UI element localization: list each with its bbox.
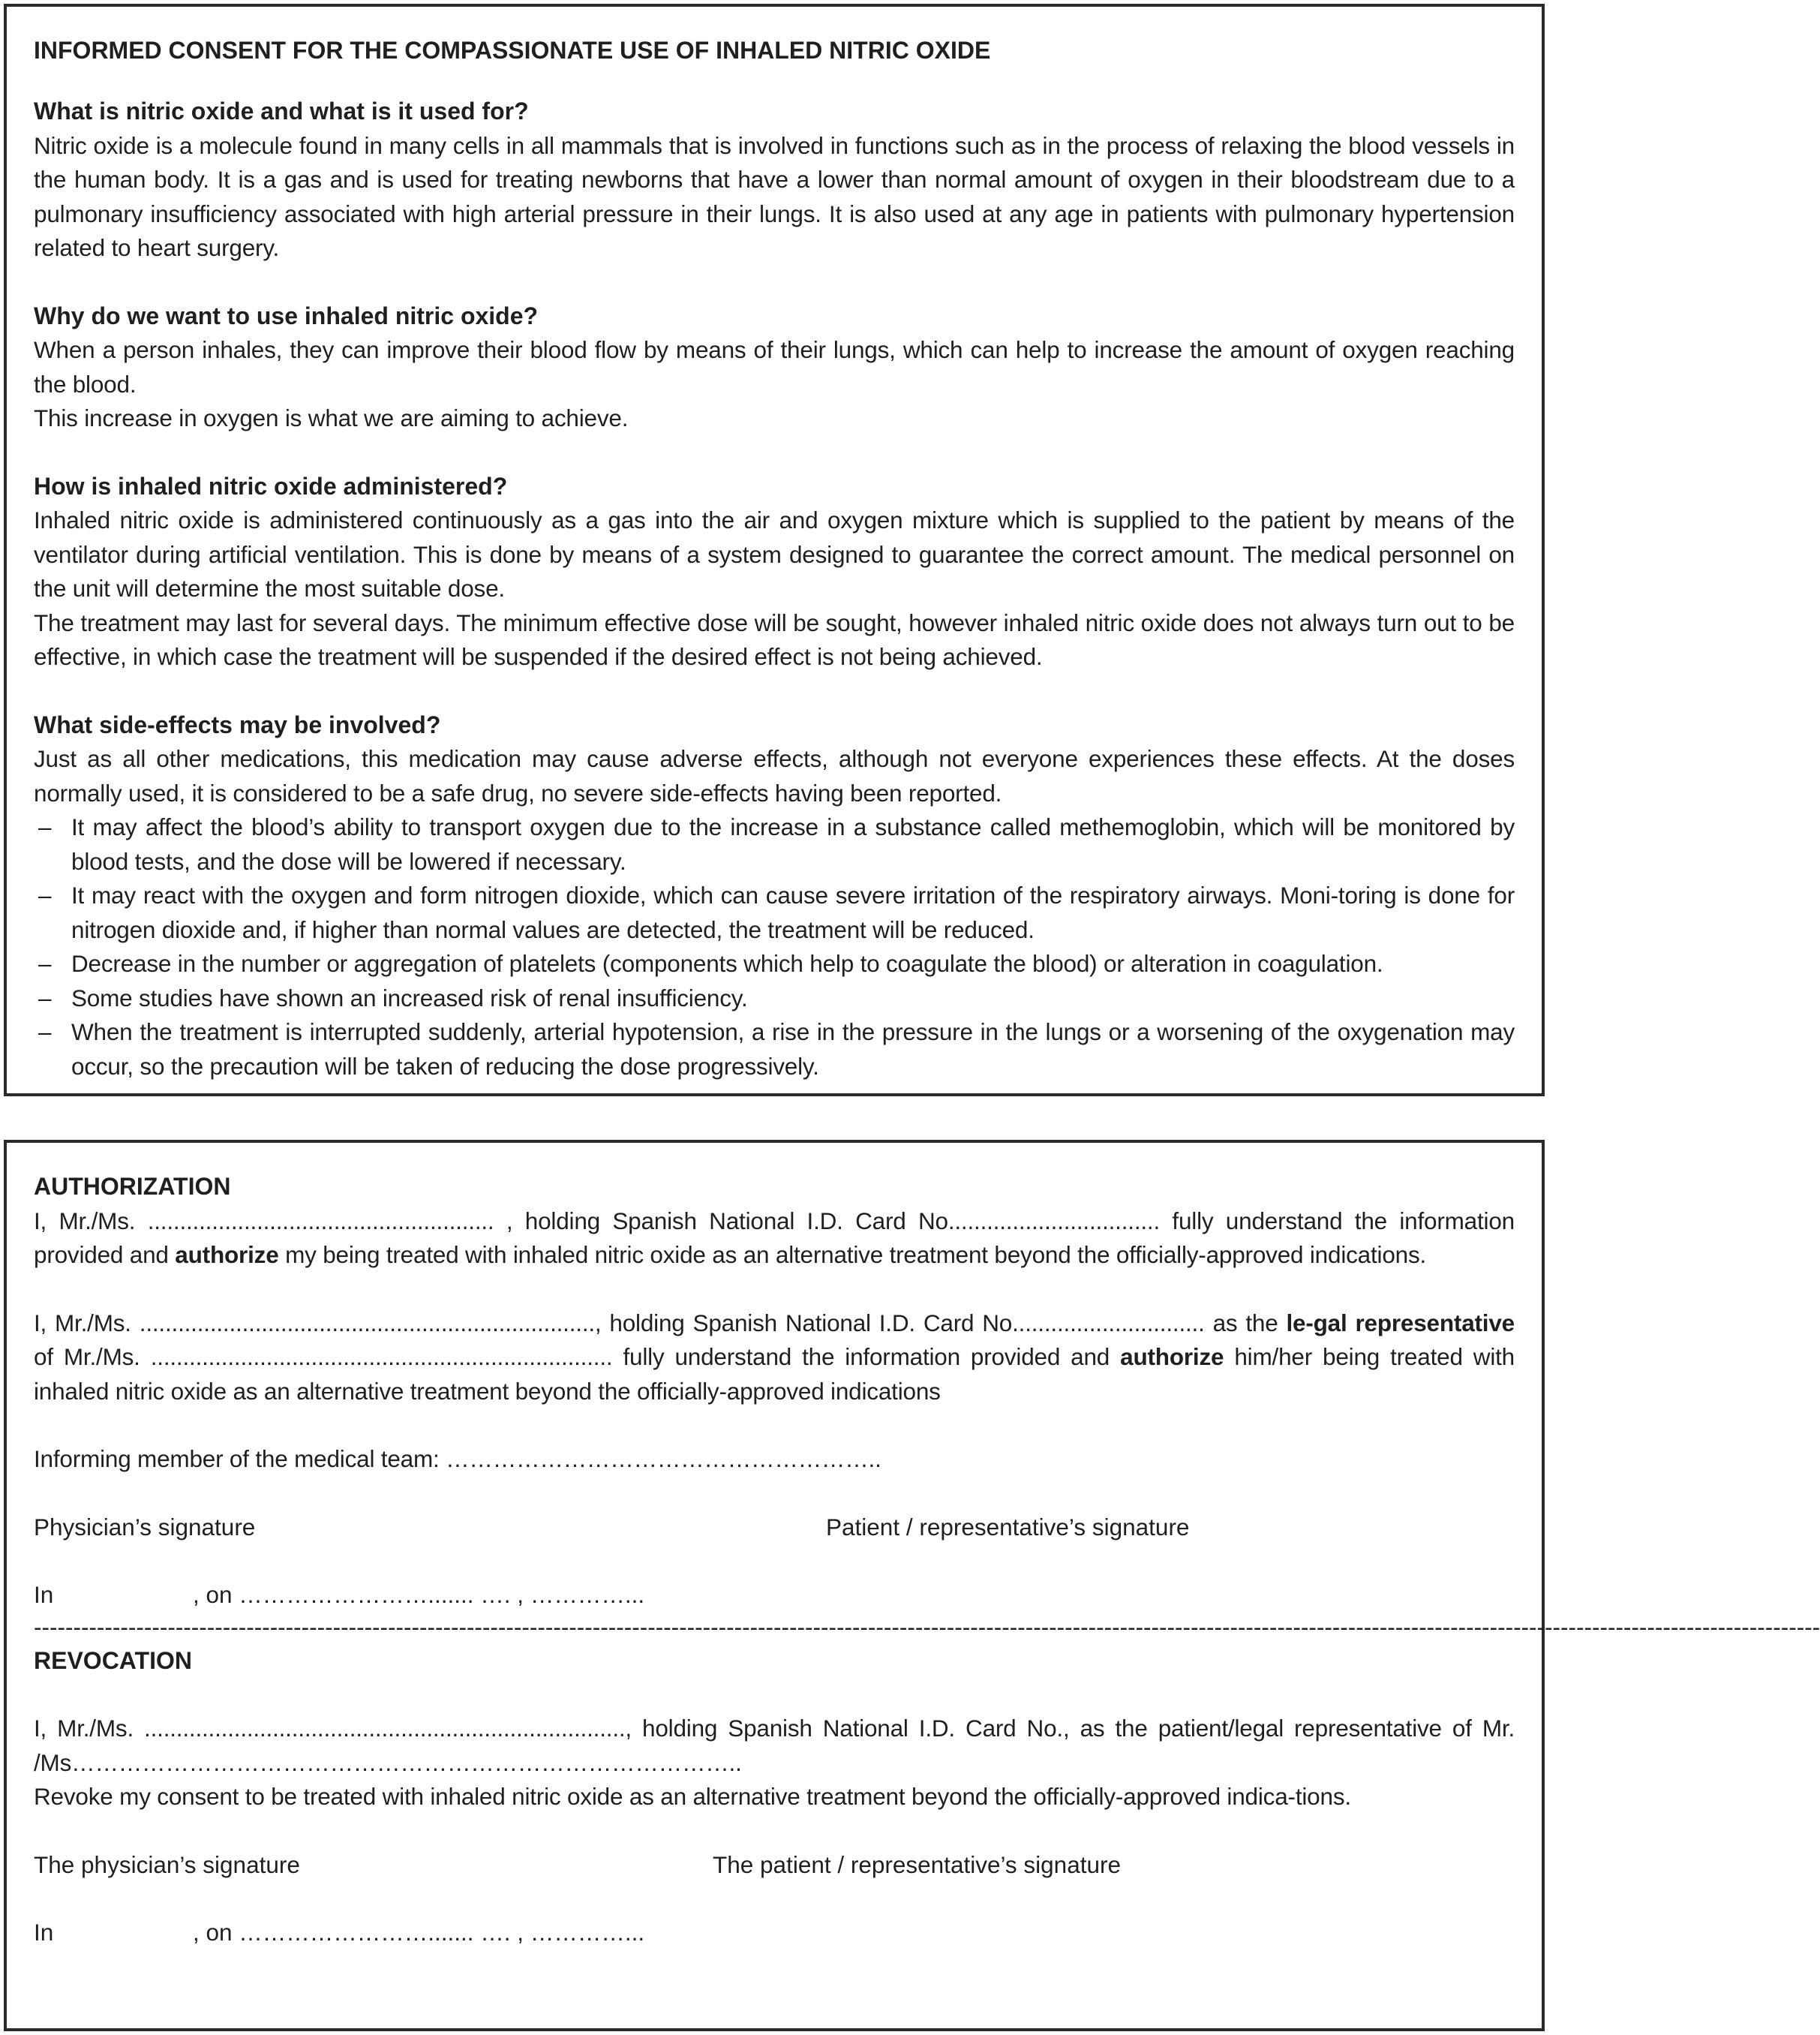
dash-bullet-icon: – — [38, 950, 52, 977]
section-body: When a person inhales, they can improve their blood flow by means of their lungs, which can help to increase the amount of oxygen reaching the blood. — [34, 336, 1515, 398]
signature-row — [34, 1848, 1515, 1883]
section-heading: How is inhaled nitric oxide administered? — [34, 472, 508, 500]
date-field[interactable]: , on ……………………....... …. , …………... — [193, 1581, 645, 1608]
cut-line-divider: ----------------------------------------------------------------------------------------------------------------------------------------------------------------------------------------------------------------------------------- — [34, 1613, 1820, 1640]
list-item — [34, 810, 1515, 879]
list-item-text: When the treatment is interrupted suddenly, arterial hypotension, a rise in the pressure in the lungs or a worsening of the oxygenation may occur, so the precaution will be taken of reducing the dose progressively. — [71, 1018, 1515, 1080]
side-effects-list — [34, 810, 1515, 1084]
list-item-text: Some studies have shown an increased risk of renal insufficiency. — [71, 984, 748, 1011]
list-item-text: Decrease in the number or aggregation of platelets (components which help to coagulate the blood) or alteration in coagulation. — [71, 950, 1383, 977]
dash-bullet-icon: – — [38, 882, 52, 909]
informing-member-field[interactable]: Informing member of the medical team: ……………………………………………….. — [34, 1445, 881, 1472]
place-label: In — [34, 1581, 54, 1608]
text-run: my being treated with inhaled nitric oxide as an alternative treatment beyond the officially-approved indications. — [278, 1241, 1427, 1268]
revocation-heading: REVOCATION — [34, 1646, 192, 1674]
bold-text: authorize — [175, 1241, 279, 1268]
list-item — [34, 879, 1515, 947]
list-item — [34, 1015, 1515, 1084]
physician-signature-field[interactable]: The physician’s signature — [34, 1850, 300, 1878]
bold-text: le-gal representative — [1286, 1309, 1515, 1336]
bold-text: authorize — [1120, 1343, 1224, 1370]
dash-bullet-icon: – — [38, 813, 52, 840]
list-item — [34, 947, 1515, 981]
authorization-heading: AUTHORIZATION — [34, 1173, 231, 1200]
section-why — [34, 299, 1515, 436]
list-item-text: It may react with the oxygen and form nitrogen dioxide, which can cause severe irritation of the respiratory airways. Moni-toring is done for nitrogen dioxide and, if higher than normal values are detected, the treatment will be reduced. — [71, 882, 1515, 943]
authorization-patient-paragraph — [34, 1204, 1515, 1273]
section-body: The treatment may last for several days. The minimum effective dose will be sought, however inhaled nitric oxide does not always turn out to be effective, in which case the treatment will be suspended if the desired effect is not being achieved. — [34, 609, 1515, 670]
place-label: In — [34, 1919, 54, 1946]
text-run: of Mr./Ms. ........................................................................ fully understand the information provided and — [34, 1343, 1121, 1370]
authorization-representative-paragraph — [34, 1306, 1515, 1409]
section-body: Inhaled nitric oxide is administered continuously as a gas into the air and oxygen mixture which is supplied to the patient by means of the ventilator during artificial ventilation. This is done by means of a system designed to guarantee the correct amount. The medical personnel on the unit will determine the most suitable dose. — [34, 506, 1515, 602]
consent-form-box — [4, 1140, 1820, 2031]
revocation-statement-paragraph: Revoke my consent to be treated with inhaled nitric oxide as an alternative treatment beyond the officially-approved indica-tions. — [34, 1783, 1351, 1810]
place-date-row — [34, 1578, 1515, 1613]
signature-row — [34, 1510, 1515, 1545]
section-side-effects — [34, 708, 1515, 1084]
section-heading: What is nitric oxide and what is it used for? — [34, 98, 529, 125]
date-field[interactable]: , on ……………………....... …. , …………... — [193, 1919, 645, 1946]
place-date-row — [34, 1916, 1515, 1950]
patient-signature-field[interactable]: The patient / representative’s signature — [713, 1850, 1121, 1878]
physician-signature-field[interactable]: Physician’s signature — [34, 1513, 256, 1541]
section-body: Just as all other medications, this medication may cause adverse effects, although not everyone experiences these effects. At the doses normally used, it is considered to be a safe drug, no severe side-effects having been reported. — [34, 745, 1515, 807]
dash-bullet-icon: – — [38, 984, 52, 1011]
list-item-text: It may affect the blood’s ability to transport oxygen due to the increase in a substance called methemoglobin, which will be monitored by blood tests, and the dose will be lowered if necessary. — [71, 813, 1515, 875]
patient-signature-field[interactable]: Patient / representative’s signature — [826, 1513, 1190, 1541]
dash-bullet-icon: – — [38, 1018, 52, 1045]
revocation-identity-paragraph: I, Mr./Ms. ..........................................................................., holding Spanish National I.D. Card No., as the patient/legal representative of Mr. /Ms………………………………………………………………………….. — [34, 1715, 1515, 1776]
information-box — [4, 4, 1545, 1096]
list-item — [34, 981, 1515, 1016]
section-heading: What side-effects may be involved? — [34, 711, 441, 738]
section-heading: Why do we want to use inhaled nitric oxide? — [34, 302, 539, 329]
text-run: I, Mr./Ms. ...................................................... , holding Spanish National I.D. Card No................................. fully understand the information provided and — [34, 1207, 1515, 1268]
text-run: him/her being treated with inhaled nitric oxide as an alternative treatment beyond the officially-approved indications — [34, 1343, 1515, 1405]
section-how — [34, 470, 1515, 675]
text-run: I, Mr./Ms. ......................................................................., holding Spanish National I.D. Card No.............................. as the — [34, 1309, 1287, 1336]
section-body: This increase in oxygen is what we are aiming to achieve. — [34, 404, 629, 431]
document-title: INFORMED CONSENT FOR THE COMPASSIONATE USE OF INHALED NITRIC OXIDE — [34, 37, 991, 64]
section-what-is — [34, 95, 1515, 266]
section-body: Nitric oxide is a molecule found in many cells in all mammals that is involved in functions such as in the process of relaxing the blood vessels in the human body. It is a gas and is used for treating newborns that have a lower than normal amount of oxygen in their bloodstream due to a pulmonary insufficiency associated with high arterial pressure in their lungs. It is also used at any age in patients with pulmonary hypertension related to heart surgery. — [34, 131, 1515, 261]
